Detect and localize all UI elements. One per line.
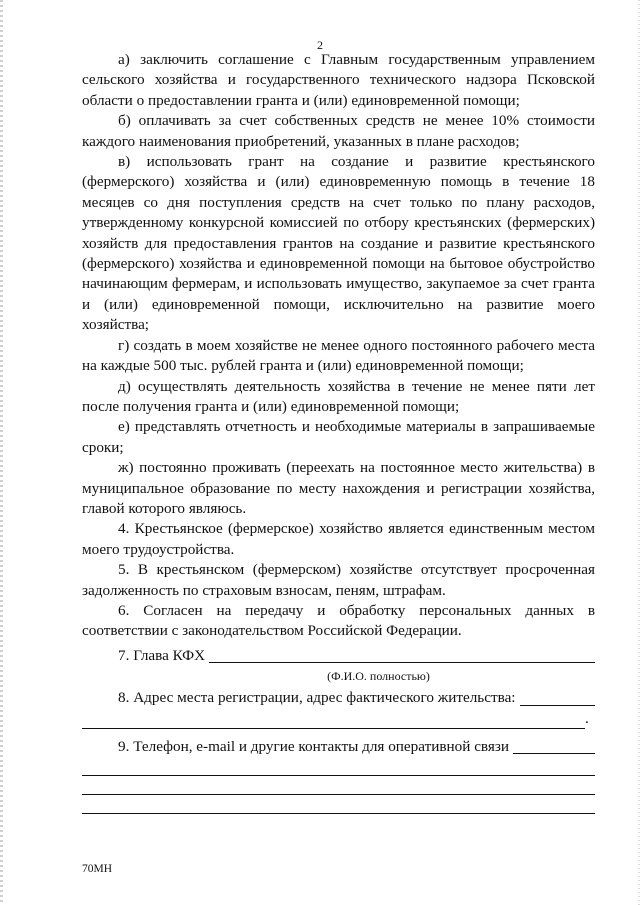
address-end-mark: . [585,709,589,727]
clause-d: д) осуществлять деятельность хозяйства в течение не менее пяти лет после получения гранта и (или) единовременной помощи; [82,377,595,415]
paragraph-6: 6. Согласен на передачу и обработку персональных данных в соответствии с законодательством Российской Федерации. [82,601,595,640]
clause-v: в) использовать грант на создание и развитие крестьянского (фермерского) хозяйства и (или) единовременную помощь в течение 18 месяцев со дня поступления средств на счет только по плану расходов, утвержденному конкурсной комиссией по отбору крестьянских (фермерских) хозяйств для предоставления грантов на создание и развитие крестьянского (фермерского) хозяйства и единовременной помощи на бытовое обустройство начинающим фермерам, и использовать имущество, закупаемое за счет гранта и (или) единовременной помощи, исключительно на развитие моего хозяйства; [82,153,595,334]
address-field [82,688,595,708]
scan-edge-left [0,0,3,905]
paragraph-4: 4. Крестьянское (фермерское) хозяйство является единственным местом моего трудоустройства. [82,520,595,558]
address-input-line[interactable] [520,689,595,706]
address-line-2 [82,709,595,729]
address-input-line-2[interactable] [82,710,585,729]
contacts-input-line-4[interactable] [82,795,595,814]
clause-a: а) заключить соглашение с Главным государственным управлением сельского хозяйства и государственного технического надзора Псковской области о предоставлении гранта и (или) единовременной помощи; [82,51,595,109]
contacts-input-line-3[interactable] [82,776,595,795]
paragraph-5: 5. В крестьянском (фермерском) хозяйстве отсутствует просроченная задолженность по страховым взносам, пеням, штрафам. [82,561,595,599]
contacts-field [82,737,595,757]
head-field [82,646,595,666]
head-name-input-line[interactable] [209,646,595,663]
clause-e: е) представлять отчетность и необходимые материалы в запрашиваемые сроки; [82,418,595,456]
contacts-label: 9. Телефон, e-mail и другие контакты для оперативной связи [118,738,510,755]
clause-g: г) создать в моем хозяйстве не менее одного постоянного рабочего места на каждые 500 тыс. рублей гранта и (или) единовременной помощи; [82,336,595,375]
head-label: 7. Глава КФХ [118,646,206,664]
address-label: 8. Адрес места регистрации, адрес фактического жительства: [118,689,516,707]
head-caption: (Ф.И.О. полностью) [327,669,430,684]
contacts-input-line[interactable] [513,737,595,754]
page-number: 2 [317,38,323,52]
clause-zh: ж) постоянно проживать (переехать на постоянное место жительства) в муниципальное образование по месту нахождения и регистрации хозяйства, главой которого являюсь. [82,459,595,517]
clause-b: б) оплачивать за счет собственных средств не менее 10% стоимости каждого наименования приобретений, указанных в плане расходов; [82,112,595,150]
document-body [82,50,595,814]
footer-code: 70МН [82,863,113,875]
contacts-input-line-2[interactable] [82,757,595,776]
